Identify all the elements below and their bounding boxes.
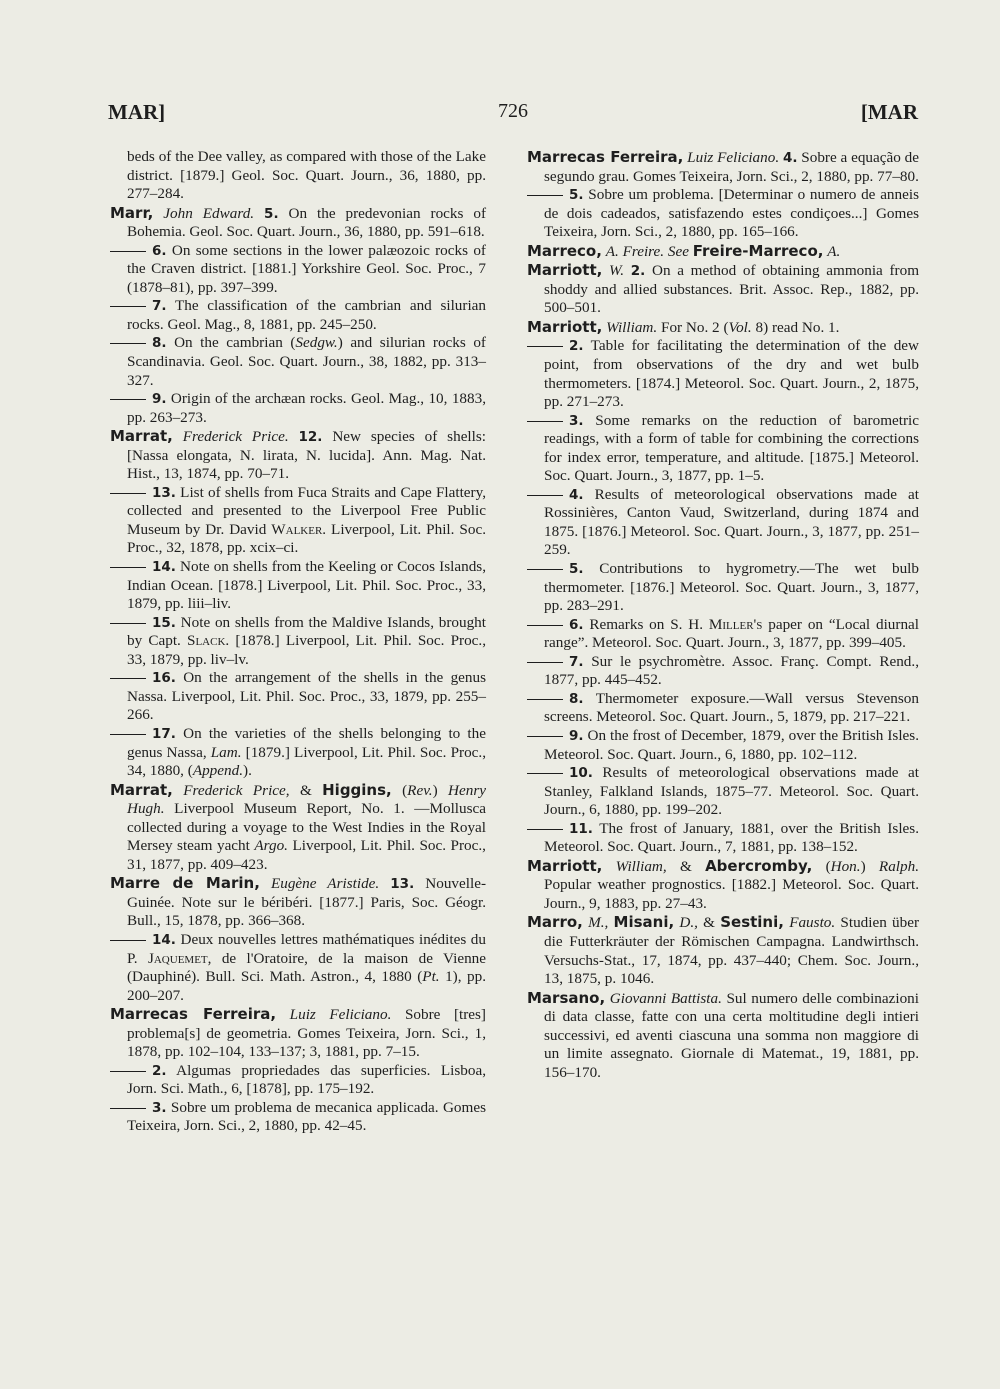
entry-text: Results of meteorological observations made at Rossinières, Canton Vaud, Switzerland, during 1874 and 1875. [1876.] Meteorol. Soc. Quart. Journ., 3, 1877, pp. 251–259. [544, 485, 919, 559]
bibliography-entry [110, 874, 486, 931]
ditto-dash [110, 567, 146, 568]
ditto-dash [110, 493, 146, 494]
italic-text: Luiz Feliciano. [687, 149, 780, 166]
italic-text: William, [615, 857, 667, 875]
running-header [108, 100, 918, 130]
ditto-dash [527, 662, 563, 663]
entry-text: ) and silurian rocks of Scandinavia. Geol. Soc. Quart. Journ., 38, 1882, pp. 313–327. [127, 334, 486, 389]
entry-text: On the arrangement of the shells in the genus Nassa. Liverpool, Lit. Phil. Soc. Proc., 33, 1879, pp. 255–266. [127, 669, 486, 724]
entry-text [173, 782, 183, 799]
author-name: Marriott, [527, 261, 603, 280]
entry-text: Note on shells from the Maldive Islands, brought by Capt. [127, 613, 486, 650]
sub-entry [110, 334, 486, 390]
entry-number: 8. [569, 690, 584, 707]
italic-text: Henry Hugh. [127, 781, 486, 818]
entry-text: Contributions to hygrometry.—The wet bulb thermometer. [1876.] Meteorol. Soc. Quart. Journ., 3, 1877, pp. 283–291. [544, 560, 919, 615]
entry-number: 6. [152, 242, 167, 259]
entry-text [254, 205, 264, 222]
bibliography-entry [527, 857, 919, 914]
entry-text [153, 205, 163, 222]
italic-text: Frederick Price, [183, 781, 290, 799]
entry-number: 5. [569, 187, 584, 204]
entry-text: List of shells from Fuca Straits and Cape Flattery, collected and presented to the Liverpool Free Public Museum by Dr. David [127, 483, 486, 538]
entry-text: beds of the Dee valley, as compared with those of the Lake district. [1879.] Geol. Soc. Quart. Journ., 36, 1880, pp. 277–284. [127, 148, 486, 203]
entry-number: 3. [569, 412, 584, 429]
entry-text: Liverpool, Lit. Phil. Soc. Proc., 31, 1877, pp. 409–423. [127, 837, 486, 873]
entry-number: 2. [630, 263, 646, 280]
entry-text: ) [432, 781, 449, 799]
author-name: Marrecas Ferreira, [110, 1005, 277, 1024]
italic-text: W. [609, 262, 625, 280]
entry-text: & [666, 857, 706, 875]
sub-entry [527, 653, 919, 690]
ditto-dash [110, 306, 146, 307]
author-name: Misani, [613, 913, 675, 932]
ditto-dash [527, 625, 563, 626]
entry-number: 4. [782, 150, 798, 166]
entry-text: ). [243, 762, 252, 780]
entry-text: Sul numero delle combinazioni di data classe, fatte con una certa moltitudine degli intieri successivi, ed aventi ciascuna una somma non maggiore di un limite assegnato. Giornale di Matemat., 19, 1881, pp. 156–170. [544, 989, 919, 1081]
author-name: Marriott, [527, 856, 603, 875]
italic-text: Append. [192, 762, 244, 780]
small-caps-name: Miller's [708, 615, 763, 633]
italic-text: Rev. [407, 781, 433, 799]
author-name: Abercromby, [705, 856, 813, 875]
italic-text: Lam. [210, 743, 242, 761]
right-column [527, 148, 919, 1082]
author-name: Marrat, [110, 427, 173, 446]
sub-entry [110, 297, 486, 334]
entry-text: Table for facilitating the determination of the dew point, from observations of the dry and wet bulb thermometers. [1874.] Meteorol. Soc. Quart. Journ., 2, 1875, pp. 271–273. [544, 337, 919, 411]
sub-entry [110, 1062, 486, 1099]
ditto-dash [110, 734, 146, 735]
entry-number: 2. [569, 338, 584, 355]
entry-text: Sur le psychromètre. Assoc. Franç. Compt. Rend., 1877, pp. 445–452. [544, 652, 919, 689]
bibliography-entry [527, 261, 919, 318]
entry-text: Sobre a equação de segundo grau. Gomes Teixeira, Jorn. Sci., 2, 1880, pp. 77–80. [544, 149, 919, 185]
entry-text: New species of shells: [Nassa elongata, N. lirata, N. lucida]. Ann. Mag. Nat. Hist., 13, 1874, pp. 70–71. [127, 428, 486, 483]
bibliography-entry [527, 989, 919, 1083]
entry-number: 10. [569, 765, 593, 782]
entry-text: Studien über die Futterkräuter der Römischen Campagna. Landwirthsch. Versuchs-Stat., 17, 1874, pp. 437–440; Chem. Soc. Journ., 13, 1875, p. 1046. [544, 914, 920, 988]
entry-text: & [289, 781, 323, 799]
entry-text: Nouvelle-Guinée. Note sur le béribéri. [1877.] Paris, Soc. Géogr. Bull., 15, 1878, pp. 366–368. [127, 875, 487, 930]
entry-text: On the predevonian rocks of Bohemia. Geol. Soc. Quart. Journ., 36, 1880, pp. 591–618. [127, 204, 487, 241]
entry-number: 11. [569, 820, 593, 837]
sub-entry [527, 820, 919, 857]
entry-text: Algumas propriedades das superficies. Lisboa, Jorn. Sci. Math., 6, [1878], pp. 175–192. [127, 1061, 486, 1098]
entry-text: ) [860, 857, 879, 875]
header-left-guide-word: MAR] [108, 100, 166, 124]
entry-text: Deux nouvelles lettres mathématiques inédites du P. [127, 930, 486, 967]
entry-number: 6. [569, 616, 584, 633]
italic-text: Sedgw. [295, 334, 338, 352]
entry-text: . Liverpool, Lit. Phil. Soc. Proc., 32, 1878, pp. xcix–ci. [127, 520, 486, 557]
entry-number: 9. [569, 727, 584, 744]
entry-text [260, 875, 271, 892]
entry-text: Origin of the archæan rocks. Geol. Mag., 10, 1883, pp. 263–273. [127, 390, 486, 426]
entry-text: Sobre um problema de mecanica applicada. Gomes Teixeira, Jorn. Sci., 2, 1880, pp. 42–45. [127, 1098, 486, 1135]
entry-text: Thermometer exposure.—Wall versus Stevenson screens. Meteorol. Soc. Quart. Journ., 5, 1879, pp. 217–221. [544, 689, 919, 726]
ditto-dash [527, 495, 563, 496]
ditto-dash [110, 1071, 146, 1072]
entry-text: Some remarks on the reduction of barometric readings, with a form of table for combining the corrections for index error, temperature, and altitude. [1875.] Meteorol. Soc. Quart. Journ., 3, 1877, pp. 1–5. [544, 411, 919, 485]
page-number: 726 [498, 100, 528, 122]
entry-text [289, 428, 299, 445]
author-name: Marre de Marin, [110, 874, 260, 893]
bibliography-entry [527, 913, 919, 988]
sub-entry [110, 390, 486, 427]
entry-text: ( [391, 781, 408, 799]
author-name: Marrecas Ferreira, [527, 148, 684, 166]
bibliography-entry [527, 148, 919, 186]
entry-text: , de l'Oratoire, de la maison de Vienne (Dauphiné). Bull. Sci. Math. Astron., 4, 1880 ( [127, 949, 487, 986]
author-name: Marreco, [527, 241, 602, 260]
entry-text: On a method of obtaining ammonia from shoddy and allied substances. Brit. Assoc. Rep., 1882, pp. 500–501. [544, 262, 920, 317]
entry-number: 17. [152, 725, 176, 742]
ditto-dash [110, 1108, 146, 1109]
entry-text: paper on “Local diurnal range”. Meteorol. Soc. Quart. Journ., 3, 1877, pp. 399–405. [544, 615, 920, 652]
sub-entry [527, 616, 919, 653]
sub-entry [527, 560, 919, 616]
bibliography-entry [110, 204, 486, 242]
entry-text: The frost of January, 1881, over the British Isles. Meteorol. Soc. Quart. Journ., 7, 1881, pp. 138–152. [544, 819, 919, 856]
sub-entry [110, 558, 486, 614]
sub-entry [527, 412, 919, 486]
italic-text: Pt. [422, 968, 440, 986]
ditto-dash [110, 251, 146, 252]
entry-text: Liverpool Museum Report, No. 1. —Mollusca collected during a voyage to the West Indies in the Royal Mersey steam yacht [127, 800, 486, 855]
entry-number: 14. [152, 559, 176, 576]
ditto-dash [527, 736, 563, 737]
sub-entry [527, 186, 919, 242]
entry-text: On some sections in the lower palæozoic rocks of the Craven district. [1881.] Yorkshire Geol. Soc. Proc., 7 (1878–81), pp. 397–399. [127, 241, 486, 296]
sub-entry [110, 931, 486, 1005]
continued-entry [110, 148, 486, 204]
author-name: Freire-Marreco, [692, 241, 824, 260]
sub-entry [110, 242, 486, 298]
entry-text [276, 1006, 290, 1023]
entry-text: & [697, 914, 721, 932]
entry-text [624, 262, 631, 279]
header-right-guide-word: [MAR [860, 100, 918, 124]
ditto-dash [110, 343, 146, 344]
sub-entry [527, 764, 919, 820]
italic-text: Luiz Feliciano. [289, 1006, 392, 1024]
entry-number: 14. [152, 931, 176, 948]
author-name: Marrat, [110, 780, 173, 799]
ditto-dash [527, 699, 563, 700]
entry-number: 7. [569, 653, 584, 670]
entry-number: 16. [152, 670, 176, 687]
italic-text: John Edward. [163, 204, 255, 222]
ditto-dash [527, 829, 563, 830]
entry-text: Results of meteorological observations made at Stanley, Falkland Islands, 1875–77. Meteorol. Soc. Quart. Journ., 6, 1880, pp. 199–202. [544, 764, 919, 819]
entry-text: On the cambrian ( [166, 334, 296, 352]
small-caps-name: Jaquemet [147, 949, 208, 967]
entry-text: On the varieties of the shells belonging to the genus Nassa, [127, 724, 486, 761]
entry-text: Sobre [tres] problema[s] de geometria. Gomes Teixeira, Jorn. Sci., 1, 1878, pp. 102–104, 133–137; 3, 1881, pp. 7–15. [127, 1006, 486, 1061]
sub-entry [527, 337, 919, 411]
italic-text: Eugène Aristide. [270, 875, 380, 893]
entry-number: 7. [152, 298, 167, 315]
italic-text: Ralph. [878, 857, 919, 875]
entry-text [173, 428, 183, 445]
author-name: Sestini, [720, 913, 784, 932]
entry-number: 4. [569, 486, 584, 503]
bibliography-entry [527, 242, 919, 262]
italic-text: Frederick Price. [182, 428, 289, 446]
entry-text: Sobre um problema. [Determinar o numero de anneis de dois cadeados, satisfazendo estes condiçoes...] Gomes Teixeira, Jorn. Sci., 2, 1880, pp. 165–166. [544, 186, 919, 241]
bibliography-entry [527, 318, 919, 338]
italic-text: See [667, 242, 689, 260]
ditto-dash [527, 773, 563, 774]
sub-entry [110, 1099, 486, 1136]
italic-text: D., [679, 914, 698, 932]
ditto-dash [527, 569, 563, 570]
ditto-dash [110, 623, 146, 624]
author-name: Higgins, [322, 780, 392, 799]
entry-text: Note on shells from the Keeling or Cocos Islands, Indian Ocean. [1878.] Liverpool, Lit. Phil. Soc. Proc., 33, 1879, pp. liii–liv. [127, 558, 486, 613]
sub-entry [110, 614, 486, 670]
ditto-dash [110, 678, 146, 679]
bibliography-entry [110, 1005, 486, 1062]
italic-text: Argo. [254, 837, 288, 855]
entry-number: 5. [264, 205, 279, 222]
ditto-dash [527, 421, 563, 422]
entry-number: 13. [390, 876, 415, 893]
entry-number: 8. [152, 335, 167, 352]
author-name: Marr, [110, 203, 154, 222]
entry-text: 8) read No. 1. [751, 318, 840, 336]
entry-text [379, 875, 390, 892]
entry-text: [1879.] Liverpool, Lit. Phil. Soc. Proc., 34, 1880, ( [127, 743, 487, 780]
author-name: Marriott, [527, 317, 603, 336]
sub-entry [527, 486, 919, 560]
entry-number: 5. [569, 561, 584, 578]
entry-number: 3. [152, 1099, 167, 1116]
small-caps-name: Slack [187, 632, 226, 650]
sub-entry [110, 725, 486, 781]
italic-text: Vol. [728, 318, 752, 336]
entry-text: The classification of the cambrian and silurian rocks. Geol. Mag., 8, 1881, pp. 245–250. [127, 297, 486, 333]
entry-text [602, 858, 615, 875]
small-caps-name: Walker [271, 520, 323, 538]
entry-number: 2. [152, 1062, 167, 1079]
italic-text: A. Freire. [605, 242, 665, 260]
italic-text: M., [588, 914, 609, 932]
entry-text: Popular weather prognostics. [1882.] Meteorol. Soc. Quart. Journ., 9, 1883, pp. 27–43. [544, 876, 919, 912]
left-column [110, 148, 486, 1136]
italic-text: William. [606, 318, 658, 336]
italic-text: Hon. [830, 857, 861, 875]
entry-number: 12. [298, 429, 323, 446]
entry-number: 15. [152, 614, 176, 631]
sub-entry [527, 690, 919, 727]
bibliography-entry [110, 427, 486, 484]
italic-text: A. [827, 242, 841, 260]
entry-text: Remarks on S. H. [583, 615, 709, 633]
ditto-dash [527, 195, 563, 196]
sub-entry [110, 669, 486, 725]
entry-text: . [1878.] Liverpool, Lit. Phil. Soc. Proc., 33, 1879, pp. liv–lv. [127, 632, 486, 668]
entry-number: 13. [152, 484, 176, 501]
entry-text: 1), pp. 200–207. [127, 968, 486, 1004]
ditto-dash [527, 346, 563, 347]
entry-text: On the frost of December, 1879, over the British Isles. Meteorol. Soc. Quart. Journ., 6, 1880, pp. 102–112. [544, 726, 919, 763]
italic-text: Fausto. [789, 914, 836, 932]
italic-text: Giovanni Battista. [609, 989, 722, 1007]
entry-text: ( [812, 857, 831, 875]
ditto-dash [110, 940, 146, 941]
sub-entry [110, 484, 486, 558]
author-name: Marro, [527, 913, 583, 932]
entry-number: 9. [152, 391, 167, 408]
sub-entry [527, 727, 919, 764]
entry-text: For No. 2 ( [657, 318, 729, 336]
ditto-dash [110, 399, 146, 400]
author-name: Marsano, [527, 988, 606, 1007]
bibliography-entry [110, 781, 486, 875]
